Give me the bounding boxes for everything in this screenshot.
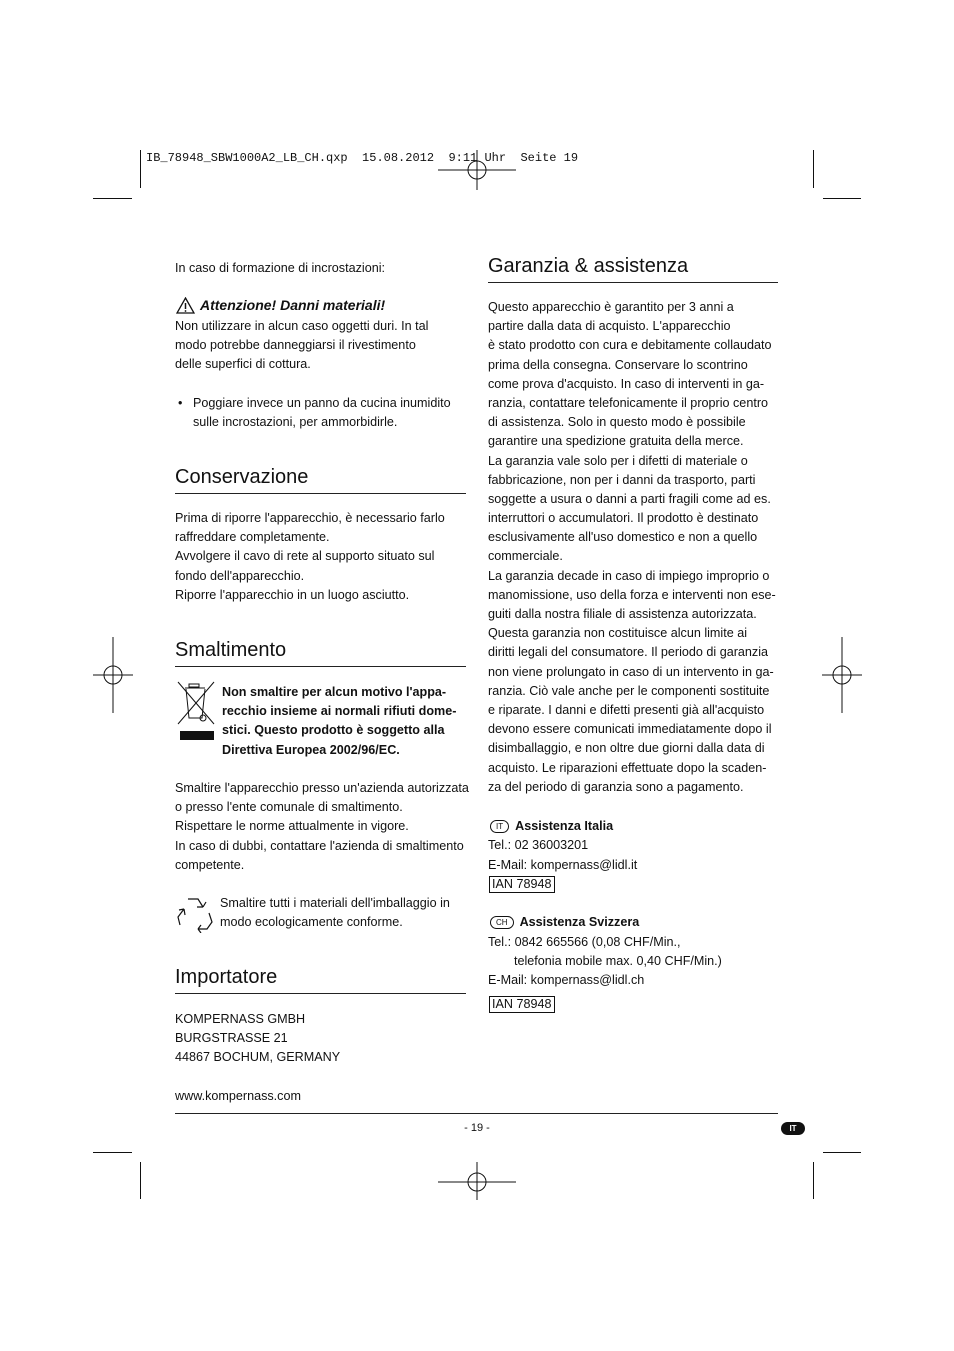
text-line: garantire una spedizione gratuita della merce.	[488, 434, 744, 449]
text-line: manomissione, uso della forza e interventi non ese-	[488, 587, 776, 602]
text-line: Riporre l'apparecchio in un luogo asciutto.	[175, 587, 410, 602]
text-line: La garanzia vale solo per i difetti di materiale o	[488, 453, 748, 468]
text-line: Questa garanzia non costituisce alcun limite ai	[488, 626, 748, 641]
crop-mark	[823, 1152, 861, 1153]
print-slug: IB_78948_SBW1000A2_LB_CH.qxp 15.08.2012 9:11 Uhr Seite 19	[146, 151, 579, 165]
text-line: Non smaltire per alcun motivo l'appa-	[222, 685, 447, 699]
text-line: o presso l'ente comunale di smaltimento.	[175, 800, 403, 815]
crop-mark	[813, 150, 814, 188]
language-badge: IT	[781, 1122, 805, 1135]
assistenza-italia-label: Assistenza Italia	[515, 819, 614, 833]
assistenza-svizzera-label: Assistenza Svizzera	[519, 915, 640, 929]
text-line: Questo apparecchio è garantito per 3 anni a	[488, 300, 734, 314]
page-number: - 19 -	[464, 1122, 490, 1134]
text-line: soggette a usura o danni a parti fragili come ad es.	[488, 491, 771, 506]
section-title-garanzia: Garanzia & assistenza	[488, 255, 689, 277]
section-rule	[488, 282, 778, 283]
crop-mark	[813, 1162, 814, 1199]
text-line: devono essere comunicati immediatamente dopo il	[488, 722, 772, 737]
smaltimento-text	[175, 779, 469, 875]
crop-mark	[140, 1162, 141, 1199]
text-line: In caso di dubbi, contattare l'azienda di smaltimento	[175, 838, 464, 853]
text-line: Non utilizzare in alcun caso oggetti duri. In tal	[175, 319, 429, 333]
importer-address	[175, 1010, 340, 1068]
text-line: come prova d'acquisto. In caso di interventi in ga-	[488, 376, 765, 391]
registration-mark-icon	[438, 150, 518, 190]
text-line: 44867 BOCHUM, GERMANY	[175, 1050, 341, 1065]
ian-box: IAN 78948	[489, 996, 555, 1013]
warning-title: Attenzione! Danni materiali!	[200, 297, 386, 313]
text-line: interruttori o accumulatori. Il prodotto è destinato	[488, 511, 759, 526]
website-link[interactable]: www.kompernass.com	[175, 1089, 301, 1103]
svizzera-email[interactable]: E-Mail: kompernass@lidl.ch	[488, 973, 645, 987]
text-line: Smaltire tutti i materiali dell'imballaggio in	[220, 896, 450, 910]
text-line: za del periodo di garanzia sono a pagamento.	[488, 779, 744, 794]
text-line: commerciale.	[488, 549, 563, 564]
text-line: ranzia, contattare telefonicamente il proprio centro	[488, 395, 769, 410]
weee-bin-icon	[176, 680, 216, 742]
registration-mark-icon	[438, 1162, 518, 1200]
text-line: disimballaggio, e non oltre due giorni dalla data di	[488, 741, 765, 756]
section-title-importatore: Importatore	[175, 966, 278, 988]
text-line: modo potrebbe danneggiarsi il rivestimento	[175, 338, 416, 353]
text-line: sulle incrostazioni, per ammorbidirle.	[193, 415, 398, 430]
text-line: ranzia. Ciò vale anche per le componenti sostituite	[488, 683, 770, 698]
warning-triangle-icon	[176, 297, 195, 314]
conservazione-text	[175, 509, 445, 605]
warning-text	[175, 317, 428, 375]
weee-notice	[222, 683, 456, 760]
text-line: KOMPERNASS GMBH	[175, 1012, 306, 1026]
bullet-marker: •	[178, 396, 183, 410]
crop-mark	[93, 198, 132, 199]
text-line: recchio insieme ai normali rifiuti dome-	[222, 704, 457, 719]
text-line: prima della consegna. Conservare lo scontrino	[488, 357, 748, 372]
section-rule	[175, 493, 466, 494]
text-line: esclusivamente all'uso domestico e non a quello	[488, 530, 758, 545]
text-line: di assistenza. Solo in questo modo è possibile	[488, 415, 746, 430]
italia-email[interactable]: E-Mail: kompernass@lidl.it	[488, 858, 638, 872]
intro-text: In caso di formazione di incrostazioni:	[175, 261, 385, 275]
italia-tel: Tel.: 02 36003201	[488, 838, 589, 852]
footer-rule	[175, 1113, 778, 1114]
recycle-icon	[176, 895, 214, 933]
text-line: è stato prodotto con cura e debitamente collaudato	[488, 338, 772, 353]
crop-mark	[93, 1152, 132, 1153]
country-badge-ch: CH	[490, 916, 514, 929]
ian-box: IAN 78948	[489, 876, 555, 893]
assistenza-italia-title	[490, 817, 613, 836]
svizzera-tel: Tel.: 0842 665566 (0,08 CHF/Min.,	[488, 935, 681, 949]
text-line: acquisto. Le riparazioni effettuate dopo la scaden-	[488, 760, 767, 775]
text-line: La garanzia decade in caso di impiego improprio o	[488, 568, 770, 583]
text-line: Prima di riporre l'apparecchio, è necessario farlo	[175, 511, 445, 525]
text-line: guiti dalla nostra filiale di assistenza autorizzata.	[488, 607, 757, 621]
section-title-smaltimento: Smaltimento	[175, 639, 287, 661]
registration-mark-icon	[822, 637, 862, 713]
text-line: Smaltire l'apparecchio presso un'azienda autorizzata	[175, 781, 469, 795]
text-line: competente.	[175, 857, 245, 872]
text-line: BURGSTRASSE 21	[175, 1031, 288, 1046]
text-line: Avvolgere il cavo di rete al supporto situato sul	[175, 549, 435, 564]
text-line: stici. Questo prodotto è soggetto alla	[222, 723, 445, 738]
text-line: raffreddare completamente.	[175, 530, 330, 545]
section-title-conservazione: Conservazione	[175, 466, 309, 488]
text-line: fondo dell'apparecchio.	[175, 568, 305, 583]
registration-mark-icon	[93, 637, 133, 713]
section-rule	[175, 993, 466, 994]
crop-mark	[823, 198, 861, 199]
garanzia-text	[488, 298, 776, 797]
text-line: diritti legali del consumatore. Il periodo di garanzia	[488, 645, 769, 660]
country-badge-it: IT	[490, 820, 509, 833]
text-line: Rispettare le norme attualmente in vigore.	[175, 819, 409, 834]
text-line: delle superfici di cottura.	[175, 357, 311, 372]
assistenza-svizzera-title	[490, 913, 639, 932]
svizzera-tel-mobile: telefonia mobile max. 0,40 CHF/Min.)	[514, 954, 722, 968]
text-line: fabbricazione, non per i danni da trasporto, parti	[488, 472, 756, 487]
text-line: partire dalla data di acquisto. L'apparecchio	[488, 319, 731, 334]
text-line: modo ecologicamente conforme.	[220, 915, 403, 930]
text-line: non viene prolungato in caso di un intervento in ga-	[488, 664, 774, 679]
text-line: Poggiare invece un panno da cucina inumidito	[193, 396, 451, 410]
text-line: Direttiva Europea 2002/96/EC.	[222, 742, 400, 757]
recycle-text	[220, 894, 450, 932]
bullet-text	[193, 394, 451, 432]
section-rule	[175, 666, 466, 667]
text-line: e riparate. I danni e difetti presenti già all'acquisto	[488, 702, 765, 717]
crop-mark	[140, 150, 141, 188]
